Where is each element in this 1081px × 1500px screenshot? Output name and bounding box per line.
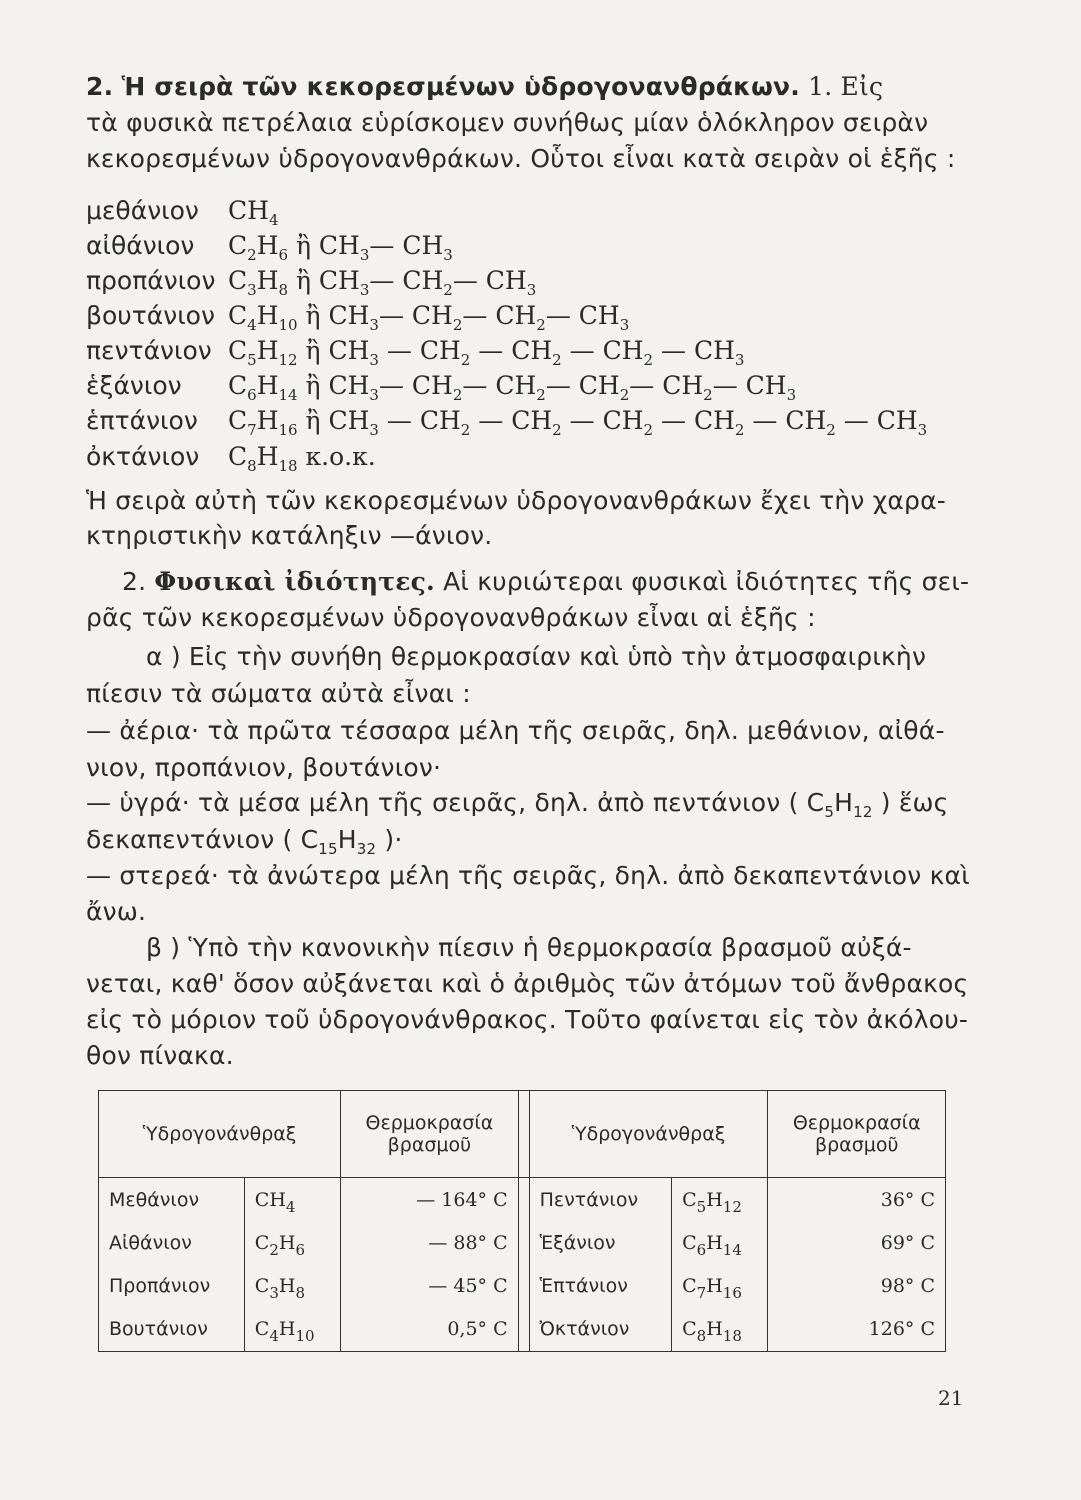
alkane-name: βουτάνιον bbox=[86, 301, 215, 330]
compound-formula: $C_5H_{12}$ bbox=[672, 1178, 768, 1222]
alkane-formula: $C_6H_{14}$ ἢ $CH_3—$ $CH_2—$ $CH_2—$ $CH_2—$ $CH_2—$ $CH_3$ bbox=[228, 371, 797, 404]
boiling-point: 36° C bbox=[768, 1178, 946, 1222]
liquid-line-1: — ὑγρά· τὰ μέσα μέλη τῆς σειρᾶς, δηλ. ἀπὸ πεντάνιον ( $C_5H_{12}$ ) ἕως bbox=[86, 788, 949, 821]
point-a-line-2: πίεσιν τὰ σώματα αὐτὰ εἶναι : bbox=[86, 679, 471, 708]
alkane-formula: $C_7H_{16}$ ἢ $CH_3$ — $CH_2$ — $CH_2$ — $CH_2$ — $CH_2$ — $CH_2$ — $CH_3$ bbox=[228, 406, 928, 439]
boiling-point: 126° C bbox=[768, 1308, 946, 1352]
compound-name: Ὀκτάνιον bbox=[539, 1318, 630, 1341]
table-row bbox=[99, 1308, 946, 1352]
intro-line-3: κεκορεσμένων ὑδρογονανθράκων. Οὗτοι εἶναι κατὰ σειρὰν οἱ ἑξῆς : bbox=[86, 144, 956, 173]
table-gap bbox=[518, 1091, 529, 1178]
alkane-formula: $C_3H_8$ ἢ $CH_3—$ $CH_2—$ $CH_3$ bbox=[228, 266, 537, 299]
section-heading-line bbox=[86, 70, 883, 104]
gas-line-1: — ἀέρια· τὰ πρῶτα τέσσαρα μέλη τῆς σειρᾶς, δηλ. μεθάνιον, αἰθά- bbox=[86, 716, 945, 745]
compound-formula: $CH_4$ bbox=[244, 1178, 340, 1222]
intro-tail: 1. Εἰς bbox=[808, 72, 884, 101]
compound-name: Ἑξάνιον bbox=[539, 1232, 616, 1255]
physical-line-1-tail: Αἱ κυριώτεραι φυσικαὶ ἰδιότητες τῆς σει- bbox=[443, 567, 970, 596]
alkane-formula: $C_4H_{10}$ ἢ $CH_3—$ $CH_2—$ $CH_2—$ $CH_3$ bbox=[228, 301, 630, 334]
liquid-line-2: δεκαπεντάνιον ( $C_{15}H_{32}$ )· bbox=[86, 825, 403, 858]
physical-title: Φυσικαὶ ἰδιότητες. bbox=[154, 567, 435, 596]
alkane-name: ὀκτάνιον bbox=[86, 442, 200, 471]
alkane-name: ἑξάνιον bbox=[86, 371, 182, 400]
alkane-name: ἑπτάνιον bbox=[86, 406, 198, 435]
header-bp-line-1: Θερμοκρασία bbox=[792, 1112, 921, 1135]
table-gap bbox=[518, 1178, 529, 1222]
gas-line-2: νιον, προπάνιον, βουτάνιον· bbox=[86, 753, 442, 782]
header-boiling-point-left bbox=[341, 1091, 519, 1178]
header-bp-line-2: βρασμοῦ bbox=[814, 1134, 899, 1157]
alkane-formula: $C_2H_6$ ἢ $CH_3—$ $CH_3$ bbox=[228, 231, 453, 264]
point-b-line-1: β ) Ὑπὸ τὴν κανονικὴν πίεσιν ἡ θερμοκρασία βρασμοῦ αὐξά- bbox=[146, 933, 912, 962]
compound-name: Αἰθάνιον bbox=[109, 1232, 192, 1255]
table-row bbox=[99, 1178, 946, 1222]
table-gap bbox=[518, 1265, 529, 1308]
boiling-point: — 164° C bbox=[341, 1178, 519, 1222]
section-title: Ἡ σειρὰ τῶν κεκορεσμένων ὑδρογονανθράκων. bbox=[121, 72, 800, 101]
table-header-row bbox=[99, 1091, 946, 1178]
table-row bbox=[99, 1265, 946, 1308]
compound-name: Μεθάνιον bbox=[109, 1188, 200, 1211]
header-boiling-point-right bbox=[768, 1091, 946, 1178]
intro-line-2: τὰ φυσικὰ πετρέλαια εὑρίσκομεν συνήθως μίαν ὁλόκληρον σειρὰν bbox=[86, 108, 929, 137]
boiling-point-table bbox=[98, 1090, 946, 1352]
series-note-line-2: κτηριστικὴν κατάληξιν —άνιον. bbox=[86, 521, 493, 550]
alkane-formula: $C_8H_{18}$ κ.ο.κ. bbox=[228, 442, 376, 475]
boiling-point: 69° C bbox=[768, 1222, 946, 1265]
compound-formula: $C_8H_{18}$ bbox=[672, 1308, 768, 1352]
table-gap bbox=[518, 1222, 529, 1265]
compound-formula: $C_3H_8$ bbox=[244, 1265, 340, 1308]
solid-line-1: — στερεά· τὰ ἀνώτερα μέλη τῆς σειρᾶς, δηλ. ἀπὸ δεκαπεντάνιον καὶ bbox=[86, 861, 970, 890]
physical-heading-line bbox=[122, 565, 969, 599]
solid-line-2: ἄνω. bbox=[86, 897, 147, 926]
physical-line-2: ρᾶς τῶν κεκορεσμένων ὑδρογονανθράκων εἶναι αἱ ἑξῆς : bbox=[86, 603, 816, 632]
physical-number: 2. bbox=[122, 567, 147, 596]
alkane-name: πεντάνιον bbox=[86, 336, 212, 365]
alkane-name: αἰθάνιον bbox=[86, 231, 195, 260]
alkane-formula: $C_5H_{12}$ ἢ $CH_3$ — $CH_2$ — $CH_2$ — $CH_2$ — $CH_3$ bbox=[228, 336, 745, 369]
compound-formula: $C_7H_{16}$ bbox=[672, 1265, 768, 1308]
compound-formula: $C_4H_{10}$ bbox=[244, 1308, 340, 1352]
series-note-line-1: Ἡ σειρὰ αὐτὴ τῶν κεκορεσμένων ὑδρογονανθράκων ἔχει τὴν χαρα- bbox=[86, 486, 946, 515]
alkane-formula: $CH_4$ bbox=[228, 196, 279, 229]
compound-name: Προπάνιον bbox=[109, 1275, 211, 1298]
point-b-line-4: θον πίνακα. bbox=[86, 1041, 234, 1070]
compound-name: Ἑπτάνιον bbox=[539, 1275, 628, 1298]
section-number: 2. bbox=[86, 72, 114, 101]
boiling-point: — 45° C bbox=[341, 1265, 519, 1308]
point-b-line-2: νεται, καθ' ὅσον αὐξάνεται καὶ ὁ ἀριθμὸς τῶν ἀτόμων τοῦ ἄνθρακος bbox=[86, 969, 969, 998]
page-number: 21 bbox=[938, 1386, 964, 1410]
header-bp-line-2: βρασμοῦ bbox=[387, 1134, 472, 1157]
compound-formula: $C_2H_6$ bbox=[244, 1222, 340, 1265]
alkane-name: μεθάνιον bbox=[86, 196, 199, 225]
point-b-line-3: εἰς τὸ μόριον τοῦ ὑδρογονάνθρακος. Τοῦτο φαίνεται εἰς τὸν ἀκόλου- bbox=[86, 1005, 969, 1034]
compound-formula: $C_6H_{14}$ bbox=[672, 1222, 768, 1265]
point-a-line-1: α ) Εἰς τὴν συνήθη θερμοκρασίαν καὶ ὑπὸ τὴν ἀτμοσφαιρικὴν bbox=[146, 642, 927, 671]
header-bp-line-1: Θερμοκρασία bbox=[365, 1112, 494, 1135]
table-gap bbox=[518, 1308, 529, 1352]
header-compound-right: Ὑδρογονάνθραξ bbox=[529, 1091, 768, 1178]
boiling-point: 98° C bbox=[768, 1265, 946, 1308]
alkane-name: προπάνιον bbox=[86, 266, 216, 295]
table-row bbox=[99, 1222, 946, 1265]
boiling-point: — 88° C bbox=[341, 1222, 519, 1265]
header-compound-left: Ὑδρογονάνθραξ bbox=[99, 1091, 341, 1178]
compound-name: Βουτάνιον bbox=[109, 1318, 208, 1341]
compound-name: Πεντάνιον bbox=[539, 1188, 639, 1211]
boiling-point: 0,5° C bbox=[341, 1308, 519, 1352]
